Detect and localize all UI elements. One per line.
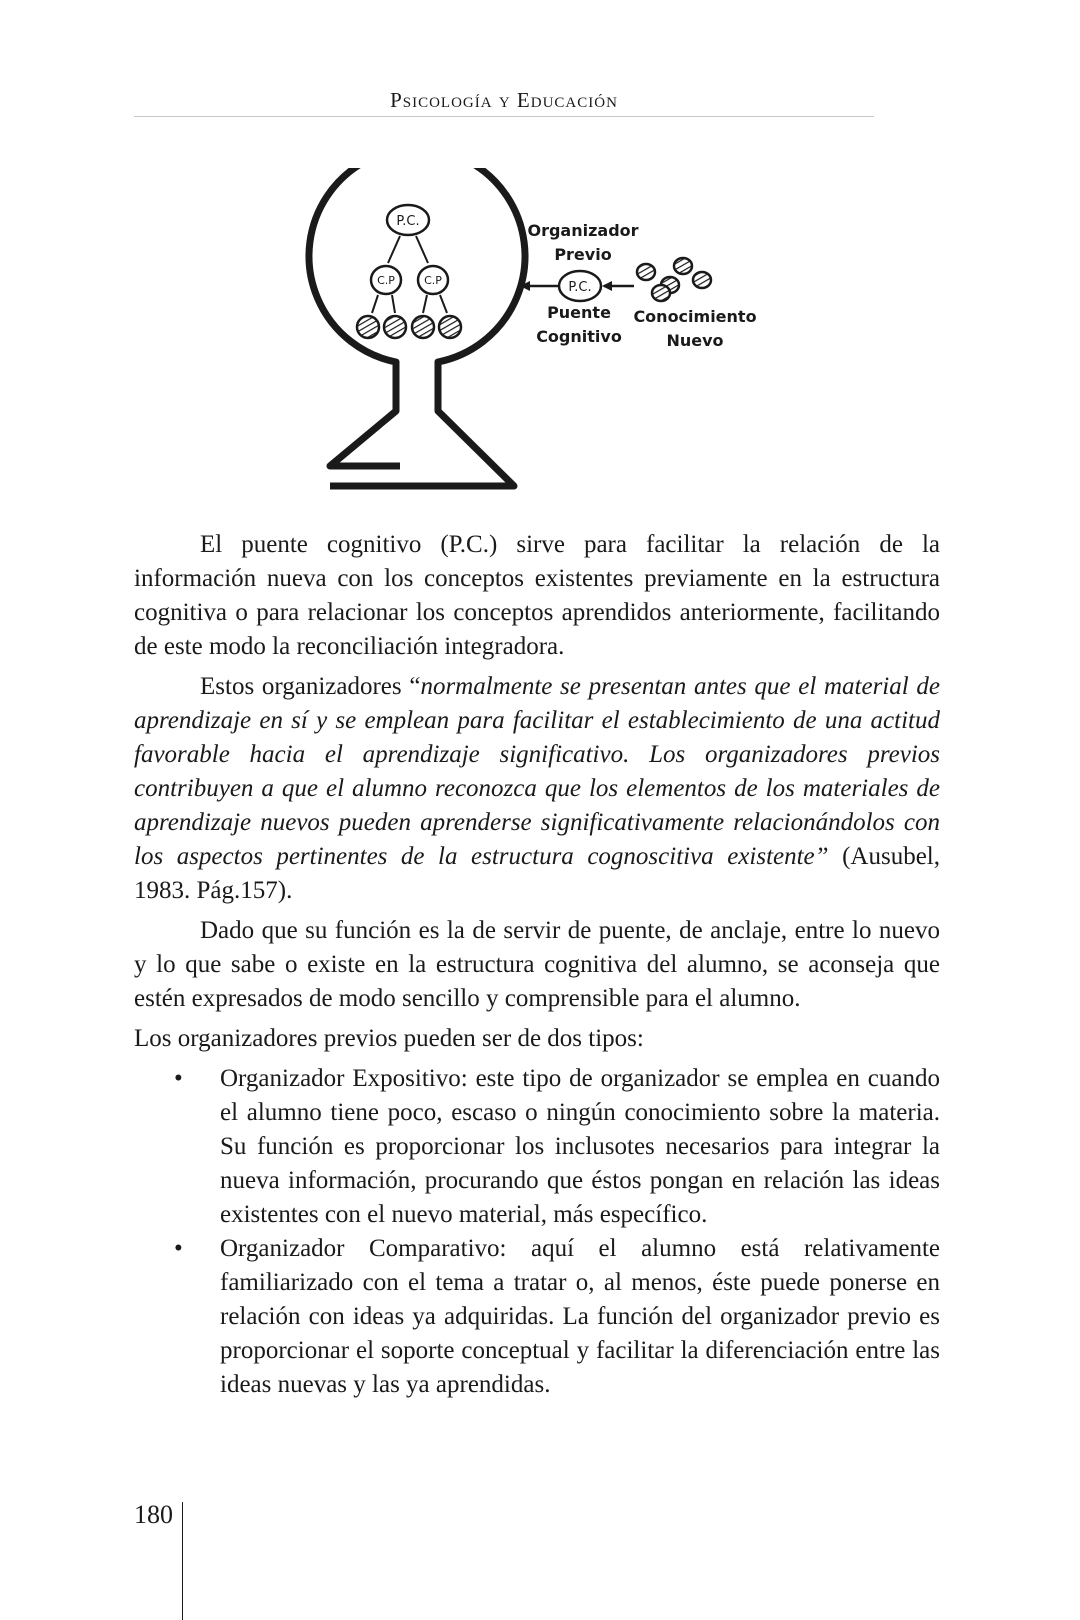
child-node-left-label: C.P bbox=[377, 274, 395, 287]
paragraph-puente-cognitivo: El puente cognitivo (P.C.) sirve para facilitar la relación de la información nueva con los conceptos existentes previamente en la estructura cognitiva o para relacionar los conceptos aprendidos anteriormente, facilitando de este modo la reconciliación integradora. bbox=[134, 531, 940, 660]
list-item-text: Organizador Expositivo: este tipo de organizador se emplea en cuando el alumno tiene poco, escaso o ningún conocimiento sobre la materia. Su función es proporcionar los inclusotes necesarios para integrar la nueva información, procurando que éstos pongan en relación las ideas existentes con el nuevo material, más específico. bbox=[220, 1065, 940, 1228]
outside-node-label: P.C. bbox=[568, 280, 592, 295]
quote-citation: (Ausubel, 1983. Pág.157). bbox=[134, 843, 940, 904]
page-number-rule bbox=[182, 1502, 183, 1620]
top-node bbox=[387, 205, 429, 235]
label-conocimiento-line1: Conocimiento bbox=[633, 307, 757, 326]
body-text bbox=[134, 528, 940, 1402]
header-divider bbox=[134, 116, 874, 117]
paragraph-ausubel-quote bbox=[134, 670, 940, 908]
bullet: • bbox=[174, 1235, 183, 1262]
new-knowledge-units bbox=[637, 258, 711, 301]
bullet: • bbox=[174, 1065, 183, 1092]
paragraph-tipos-intro: Los organizadores previos pueden ser de dos tipos: bbox=[134, 1025, 644, 1052]
label-puente-line1: Puente bbox=[547, 303, 611, 322]
list-item bbox=[134, 1062, 940, 1232]
running-header: Psicología y Educación bbox=[390, 88, 618, 112]
knowledge-units-inside bbox=[357, 316, 461, 338]
child-node-right bbox=[418, 266, 448, 294]
cognitive-bridge-diagram bbox=[300, 168, 780, 513]
list-item bbox=[134, 1232, 940, 1402]
paragraph-funcion: Dado que su función es la de servir de puente, de anclaje, entre lo nuevo y lo que sabe o existe en la estructura cognitiva del alumno, se aconseja que estén expresados de modo sencillo y comprensible para el alumno. bbox=[134, 917, 940, 1012]
child-node-right-label: C.P bbox=[424, 274, 442, 287]
child-node-left bbox=[371, 266, 401, 294]
label-conocimiento-line2: Nuevo bbox=[666, 331, 724, 350]
label-puente-line2: Cognitivo bbox=[536, 327, 622, 346]
list-item-text: Organizador Comparativo: aquí el alumno está relativamente familiarizado con el tema a tratar o, al menos, éste puede ponerse en relación con ideas ya adquiridas. La función del organizador previo es proporcionar el soporte conceptual y facilitar la diferenciación entre las ideas nuevas y las ya aprendidas. bbox=[220, 1235, 940, 1398]
outside-node bbox=[559, 271, 601, 301]
top-node-label: P.C. bbox=[396, 214, 420, 229]
quote-intro: Estos organizadores “ bbox=[200, 673, 421, 700]
quote-text: normalmente se presentan antes que el material de aprendizaje en sí y se emplean para facilitar el establecimiento de una actitud favorable hacia el aprendizaje significativo. Los organizadores previos contribuyen a que el alumno reconozca que los elementos de los materiales de aprendizaje nuevos pueden aprenderse significativamente relacionándolos con los aspectos pertinentes de la estructura cognoscitiva existente” bbox=[134, 673, 940, 870]
label-organizador-line1: Organizador bbox=[527, 221, 639, 240]
label-organizador-line2: Previo bbox=[554, 245, 612, 264]
organizer-types-list bbox=[134, 1062, 940, 1402]
page-number: 180 bbox=[134, 1500, 173, 1529]
